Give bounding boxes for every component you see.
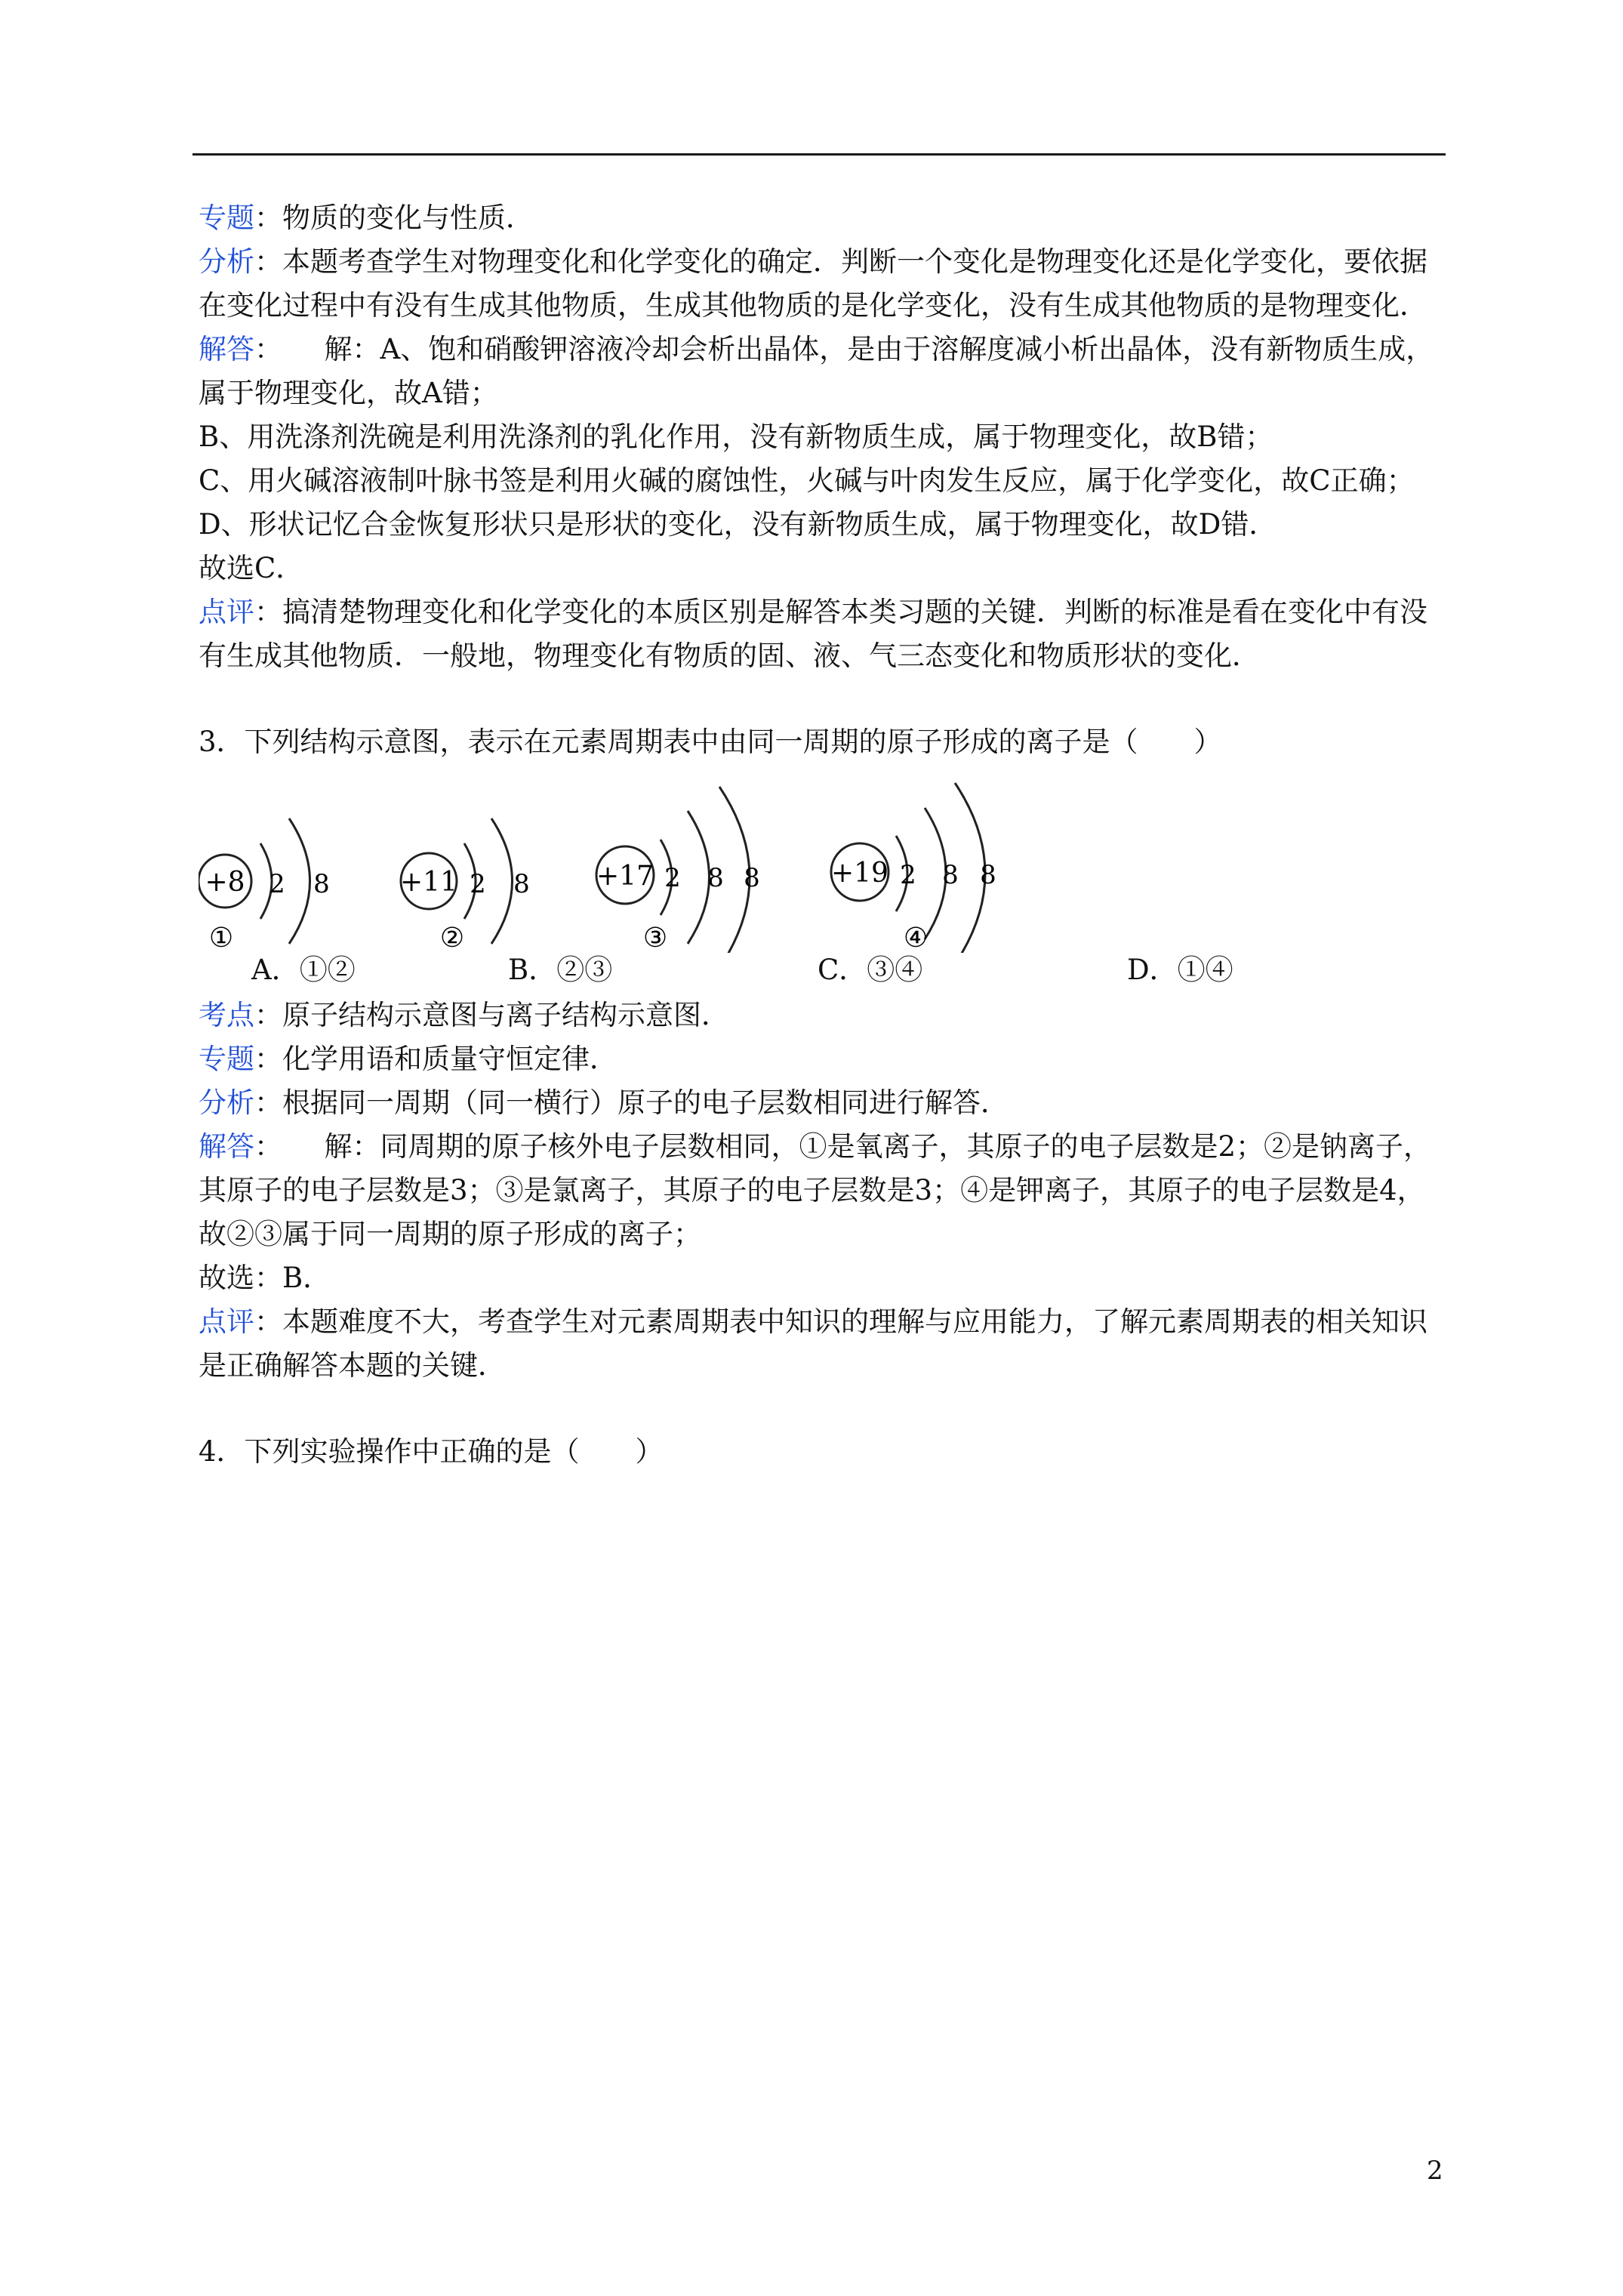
spacer — [199, 1388, 1444, 1430]
topic-text: ：物质的变化与性质． — [254, 202, 534, 234]
header-rule — [192, 153, 1446, 156]
q2-solution — [199, 328, 1444, 415]
nucleus-charge: +8 — [205, 867, 245, 898]
shell-electron-count: 2 — [900, 860, 916, 890]
shell-electron-count: 8 — [744, 863, 760, 893]
option-d[interactable]: D．①④ — [1127, 954, 1233, 986]
shell-electron-count: 2 — [269, 869, 285, 899]
ion-diagram-3 — [596, 787, 760, 953]
diagram-index: ② — [439, 923, 465, 953]
topic-label: 专题 — [199, 202, 254, 234]
q3-options — [199, 948, 1444, 994]
solution-label: 解答 — [199, 333, 254, 365]
topic-text: ：化学用语和质量守恒定律． — [254, 1043, 617, 1075]
shell-electron-count: 8 — [707, 863, 724, 893]
shell-electron-count: 8 — [942, 860, 959, 890]
shell-electron-count: 8 — [980, 860, 996, 890]
q2-solution-d: D、形状记忆合金恢复形状只是形状的变化，没有新物质生成，属于物理变化，故D错． — [199, 508, 1277, 541]
electron-shell-arc — [491, 818, 513, 944]
ion-diagram-2 — [400, 818, 530, 953]
nucleus-charge: +17 — [596, 861, 654, 892]
topic-label: 专题 — [199, 1043, 254, 1075]
q2-answer: 故选C． — [199, 552, 304, 584]
option-a[interactable]: A．①② — [251, 954, 356, 986]
shell-electron-count: 8 — [313, 869, 330, 899]
nucleus-charge: +19 — [831, 858, 888, 889]
atomic-structure-diagrams — [199, 772, 1444, 953]
page-content — [199, 196, 1444, 1474]
shell-electron-count: 2 — [664, 863, 681, 893]
q3-key-point — [199, 994, 1444, 1037]
solution-text: ： 解：同周期的原子核外电子层数相同，①是氧离子，其原子的电子层数是2；②是钠离子，其原子的电子层数是3；③是氯离子，其原子的电子层数是3；④是钾离子，其原子的电子层数是4，故②③属于同一周期的原子形成的离子； — [199, 1130, 1432, 1250]
shell-electron-count: 2 — [470, 869, 486, 899]
ion-diagram-4 — [831, 783, 996, 953]
shell-electron-count: 8 — [513, 869, 530, 899]
q3-topic — [199, 1037, 1444, 1081]
key-point-text: ：原子结构示意图与离子结构示意图． — [254, 999, 729, 1031]
spacer — [199, 678, 1444, 720]
solution-label: 解答 — [199, 1130, 254, 1163]
comment-label: 点评 — [199, 596, 254, 628]
q4-stem: 4．下列实验操作中正确的是（ ） — [199, 1435, 664, 1468]
option-c[interactable]: C．③④ — [818, 954, 923, 986]
analysis-label: 分析 — [199, 245, 254, 278]
option-b[interactable]: B．②③ — [508, 954, 613, 986]
diagram-index: ③ — [642, 923, 668, 953]
q2-solution-c: C、用火碱溶液制叶脉书签是利用火碱的腐蚀性，火碱与叶肉发生反应，属于化学变化，故C正确； — [199, 464, 1415, 497]
electron-shell-arc — [289, 818, 310, 944]
comment-label: 点评 — [199, 1305, 254, 1338]
q2-comment — [199, 590, 1444, 678]
q3-comment — [199, 1300, 1444, 1388]
solution-text: ： 解：A、饱和硝酸钾溶液冷却会析出晶体，是由于溶解度减小析出晶体，没有新物质生成，属于物理变化，故A错； — [199, 333, 1434, 409]
key-point-label: 考点 — [199, 999, 254, 1031]
q3-stem: 3．下列结构示意图，表示在元素周期表中由同一周期的原子形成的离子是（ ） — [199, 726, 1222, 758]
ion-diagram-1 — [199, 818, 330, 953]
ion-diagrams-svg — [199, 772, 1444, 953]
analysis-label: 分析 — [199, 1086, 254, 1119]
q2-solution-b: B、用洗涤剂洗碗是利用洗涤剂的乳化作用，没有新物质生成，属于物理变化，故B错； — [199, 421, 1273, 453]
nucleus-charge: +11 — [400, 867, 457, 898]
q2-topic — [199, 196, 1444, 240]
diagram-index: ① — [208, 923, 234, 953]
q3-solution — [199, 1125, 1444, 1256]
q2-analysis — [199, 240, 1444, 328]
q3-answer: 故选：B． — [199, 1262, 331, 1294]
electron-shell-arc — [688, 811, 710, 944]
page-number: 2 — [1427, 2156, 1443, 2186]
analysis-text: ：根据同一周期（同一横行）原子的电子层数相同进行解答． — [254, 1086, 1009, 1119]
analysis-text: ：本题考查学生对物理变化和化学变化的确定．判断一个变化是物理变化还是化学变化，要依据在变化过程中有没有生成其他物质，生成其他物质的是化学变化，没有生成其他物质的是物理变化． — [199, 245, 1427, 322]
comment-text: ：搞清楚物理变化和化学变化的本质区别是解答本类习题的关键．判断的标准是看在变化中有没有生成其他物质．一般地，物理变化有物质的固、液、气三态变化和物质形状的变化． — [199, 596, 1427, 672]
diagram-index: ④ — [903, 923, 929, 953]
q3-analysis — [199, 1081, 1444, 1125]
comment-text: ：本题难度不大，考查学生对元素周期表中知识的理解与应用能力，了解元素周期表的相关知识是正确解答本题的关键． — [199, 1305, 1427, 1382]
